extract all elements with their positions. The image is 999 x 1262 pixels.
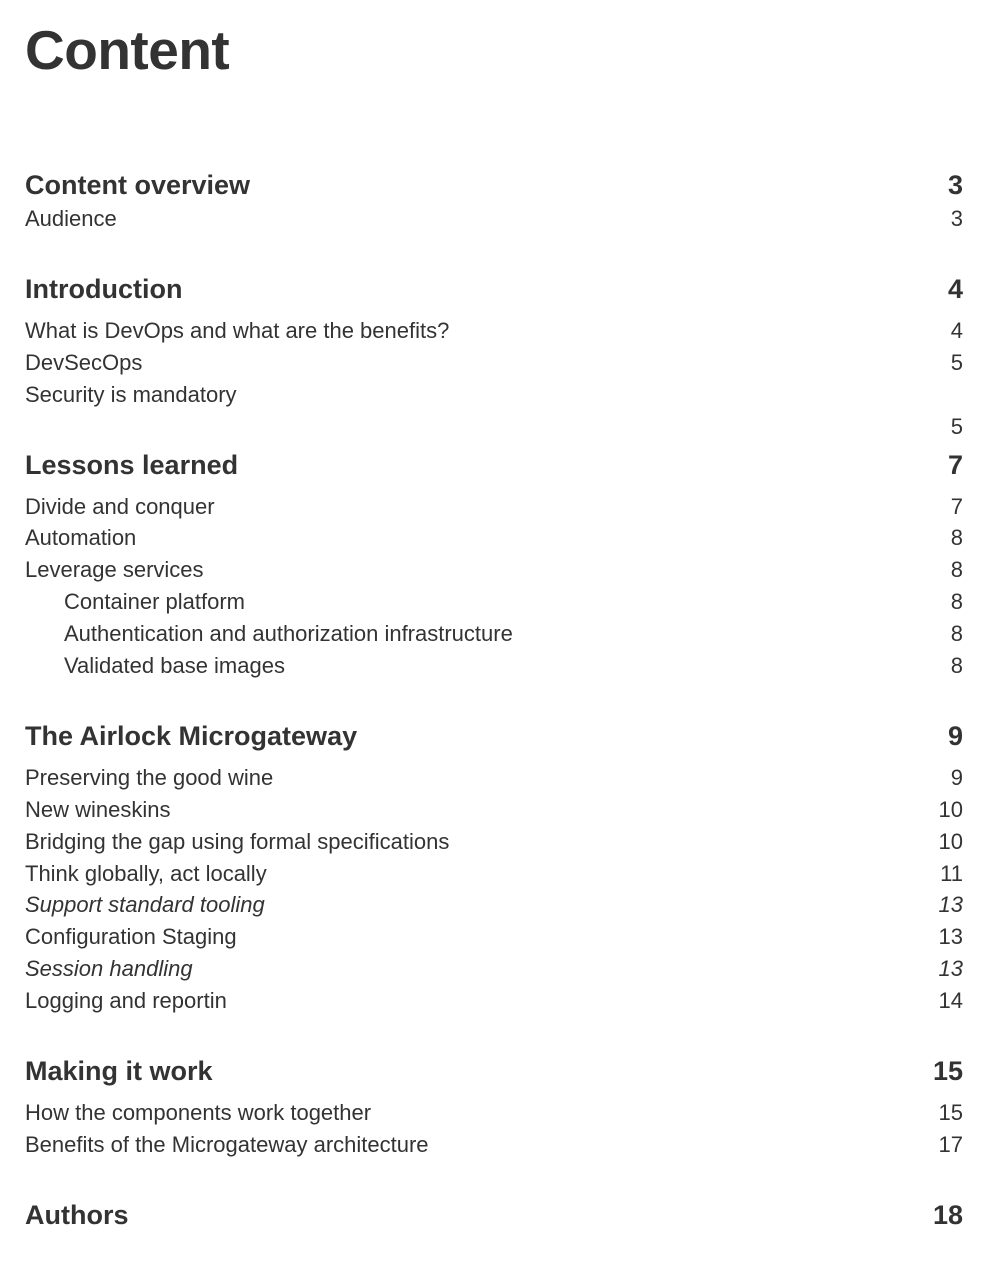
toc-heading-making-it-work[interactable] xyxy=(25,1055,963,1087)
toc-heading-lessons-learned[interactable] xyxy=(25,449,963,481)
toc-heading-label: Authors xyxy=(25,1200,129,1230)
toc-item-page: 15 xyxy=(938,1100,963,1125)
toc-item-page: 8 xyxy=(950,557,963,582)
toc-item-leverage-services[interactable] xyxy=(25,556,963,584)
toc-item-support-standard-tooling[interactable] xyxy=(25,891,963,919)
toc-item-label: New wineskins xyxy=(25,797,171,822)
toc-heading-page: 15 xyxy=(932,1056,963,1086)
toc-item-page: 8 xyxy=(950,525,963,550)
toc-heading-label: Lessons learned xyxy=(25,450,239,480)
toc-item-page: 8 xyxy=(950,621,963,646)
toc-item-page: 9 xyxy=(950,765,963,790)
toc-item-bridging-the-gap[interactable] xyxy=(25,828,963,856)
toc-item-new-wineskins[interactable] xyxy=(25,796,963,824)
toc-heading-introduction[interactable] xyxy=(25,273,963,305)
toc-heading-label: Content overview xyxy=(25,170,251,200)
toc-item-page: 14 xyxy=(938,988,963,1013)
toc-item-preserving-the-good-wine[interactable] xyxy=(25,764,963,792)
toc-item-label: Automation xyxy=(25,525,137,550)
toc-item-page: 8 xyxy=(950,589,963,614)
toc-item-logging-and-reporting[interactable] xyxy=(25,987,963,1015)
toc-item-audience[interactable] xyxy=(25,205,963,233)
toc-item-page: 10 xyxy=(938,829,963,854)
toc-item-page: 8 xyxy=(950,653,963,678)
toc-item-page[interactable]: 5 xyxy=(950,414,963,439)
toc-item-page: 3 xyxy=(950,206,963,231)
toc-item-security-is-mandatory[interactable] xyxy=(25,381,963,409)
toc-item-label: Preserving the good wine xyxy=(25,765,274,790)
toc-item-think-globally[interactable] xyxy=(25,860,963,888)
page-title: Content xyxy=(25,19,230,81)
toc-item-label: Benefits of the Microgateway architecture xyxy=(25,1132,429,1157)
toc-item-label: Support standard tooling xyxy=(25,892,265,917)
toc-item-label: Container platform xyxy=(64,589,245,614)
toc-item-page: 11 xyxy=(940,861,963,886)
toc-item-label: Logging and reportin xyxy=(25,988,227,1013)
toc-item-what-is-devops[interactable] xyxy=(25,317,963,345)
toc-heading-page: 4 xyxy=(947,274,963,304)
toc-subitem-authentication-infrastructure[interactable] xyxy=(64,620,963,648)
toc-item-label: Audience xyxy=(25,206,117,231)
toc-item-page: 13 xyxy=(938,924,963,949)
toc-heading-authors[interactable] xyxy=(25,1199,963,1231)
toc-item-devsecops[interactable] xyxy=(25,349,963,377)
toc-subitem-container-platform[interactable] xyxy=(64,588,963,616)
toc-item-label: Configuration Staging xyxy=(25,924,237,949)
toc-item-page: 13 xyxy=(938,956,963,981)
toc-heading-page: 3 xyxy=(947,170,963,200)
toc-item-how-components-work[interactable] xyxy=(25,1099,963,1127)
toc-heading-label: The Airlock Microgateway xyxy=(25,721,358,751)
toc-item-label: Security is mandatory xyxy=(25,382,237,407)
toc-item-label: Think globally, act locally xyxy=(25,861,267,886)
toc-heading-airlock-microgateway[interactable] xyxy=(25,720,963,752)
toc-item-label: Validated base images xyxy=(64,653,285,678)
toc-item-benefits-of-architecture[interactable] xyxy=(25,1131,963,1159)
toc-item-label: Divide and conquer xyxy=(25,494,215,519)
toc-item-automation[interactable] xyxy=(25,524,963,552)
toc-subitem-validated-base-images[interactable] xyxy=(64,652,963,680)
toc-item-page: 5 xyxy=(950,350,963,375)
toc-heading-label: Making it work xyxy=(25,1056,213,1086)
toc-item-label: DevSecOps xyxy=(25,350,143,375)
toc-item-label: Authentication and authorization infrastructure xyxy=(64,621,513,646)
toc-heading-content-overview[interactable] xyxy=(25,169,963,201)
toc-item-page: 13 xyxy=(938,892,963,917)
toc-item-page: 10 xyxy=(938,797,963,822)
toc-item-label: How the components work together xyxy=(25,1100,372,1125)
toc-item-page: 7 xyxy=(950,494,963,519)
toc-item-page: 17 xyxy=(938,1132,963,1157)
toc-heading-page: 18 xyxy=(932,1200,963,1230)
toc-item-label: Bridging the gap using formal specifications xyxy=(25,829,450,854)
toc-heading-page: 9 xyxy=(947,721,963,751)
toc-item-label: Leverage services xyxy=(25,557,204,582)
toc-item-label: What is DevOps and what are the benefits? xyxy=(25,318,450,343)
toc-heading-page: 7 xyxy=(947,450,963,480)
toc-heading-label: Introduction xyxy=(25,274,183,304)
toc-item-divide-and-conquer[interactable] xyxy=(25,493,963,521)
toc-item-configuration-staging[interactable] xyxy=(25,923,963,951)
toc-item-page: 4 xyxy=(950,318,963,343)
toc-item-session-handling[interactable] xyxy=(25,955,963,983)
toc-item-label: Session handling xyxy=(25,956,193,981)
